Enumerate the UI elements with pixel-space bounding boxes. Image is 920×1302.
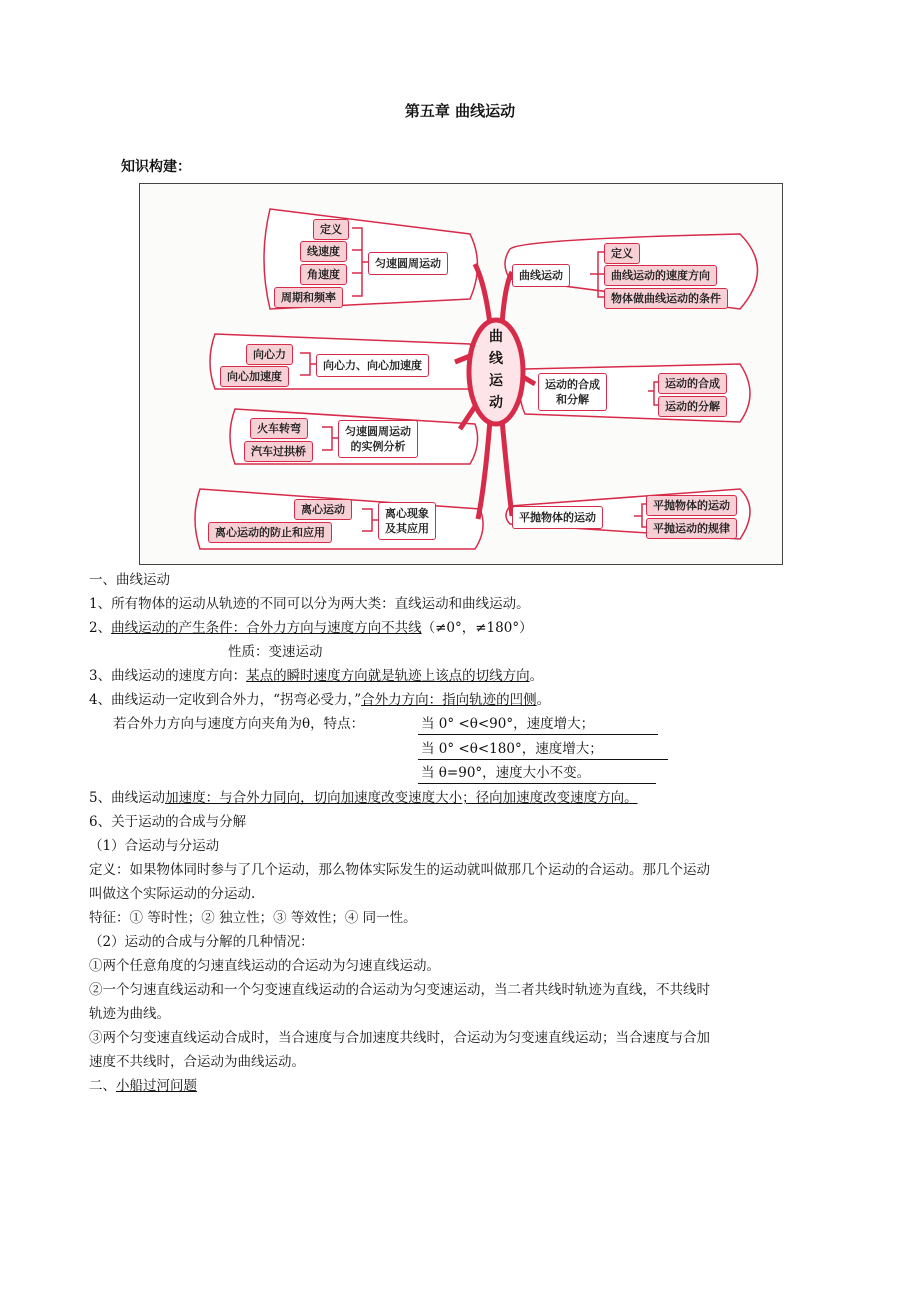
leaf-velocity-direction: 曲线运动的速度方向 — [604, 265, 717, 286]
para-6-def-2: 叫做这个实际运动的分运动. — [89, 886, 256, 902]
leaf-curv-condition: 物体做曲线运动的条件 — [604, 288, 728, 309]
leaf-centripetal-acc: 向心加速度 — [220, 366, 289, 387]
branch-composition-line1: 运动的合成 — [545, 378, 600, 391]
branch-composition — [538, 373, 607, 411]
branch-uniform-circular: 匀速圆周运动 — [368, 252, 448, 275]
para-2 — [89, 618, 533, 638]
rule-case-1 — [418, 734, 658, 735]
center-char-4: 动 — [489, 395, 503, 411]
leaf-centripetal-force: 向心力 — [246, 344, 293, 365]
para-6-2: （2）运动的合成与分解的几种情况： — [89, 934, 314, 950]
branch-projectile: 平抛物体的运动 — [512, 506, 603, 529]
para-2-num: 2、 — [89, 620, 112, 636]
section-1-heading: 一、曲线运动 — [89, 572, 170, 588]
para-3-tangent: 某点的瞬时速度方向就是轨迹上该点的切线方向 — [246, 668, 530, 684]
branch-centrifugal — [378, 502, 436, 540]
case-2-line-2: 轨迹为曲线。 — [89, 1006, 170, 1022]
para-6-1: （1）合运动与分运动 — [89, 838, 220, 854]
leaf-composition: 运动的合成 — [658, 373, 727, 394]
leaf-decomposition: 运动的分解 — [658, 396, 727, 417]
para-4-direction: 合外力方向：指向轨迹的凹侧 — [361, 692, 537, 708]
para-3 — [89, 666, 543, 686]
section-subtitle: 知识构建： — [121, 159, 191, 175]
center-char-2: 线 — [489, 351, 503, 367]
leaf-train-turn: 火车转弯 — [250, 418, 308, 439]
para-3-lead: 3、曲线运动的速度方向： — [89, 668, 247, 684]
branch-examples — [338, 420, 418, 458]
para-5 — [89, 788, 638, 808]
rule-case-3 — [418, 783, 656, 784]
center-char-1: 曲 — [489, 329, 503, 345]
section-2-title: 小船过河问题 — [116, 1078, 197, 1094]
leaf-projectile-laws: 平抛运动的规律 — [646, 518, 737, 539]
para-4-case-3: 当 θ=90°，速度大小不变。 — [421, 765, 591, 781]
para-4-angle-lead: 若合外力方向与速度方向夹角为θ，特点： — [113, 716, 365, 732]
branch-curvilinear: 曲线运动 — [512, 264, 570, 287]
para-5-acceleration: 加速度：与合外力同向，切向加速度改变速度大小；径向加速度改变速度方向。 — [165, 790, 638, 806]
para-2-condition: 曲线运动的产生条件：合外力方向与速度方向不共线 — [111, 620, 422, 636]
mind-map — [139, 183, 783, 565]
para-4-end: 。 — [536, 692, 551, 708]
case-3-line-2: 速度不共线时，合运动为曲线运动。 — [89, 1054, 305, 1070]
para-6-def-1: 定义：如果物体同时参与了几个运动，那么物体实际发生的运动就叫做那几个运动的合运动。那几个运动 — [89, 862, 710, 878]
para-2-angles: （≠0°，≠180°） — [421, 620, 533, 636]
leaf-curv-definition: 定义 — [604, 243, 640, 264]
para-4-case-2: 当 0° <θ<180°，速度增大； — [421, 741, 603, 757]
para-5-lead: 5、曲线运动 — [89, 790, 166, 806]
leaf-angular-velocity: 角速度 — [300, 264, 347, 285]
para-1: 1、所有物体的运动从轨迹的不同可以分为两大类：直线运动和曲线运动。 — [89, 596, 530, 612]
case-1: ①两个任意角度的匀速直线运动的合运动为匀速直线运动。 — [89, 958, 440, 974]
leaf-period-frequency: 周期和频率 — [274, 287, 343, 308]
branch-examples-line1: 匀速圆周运动 — [345, 425, 411, 438]
case-3-line-1: ③两个匀变速直线运动合成时，当合速度与合加速度共线时，合运动为匀变速直线运动；当合速度与合加 — [89, 1030, 710, 1046]
branch-centrifugal-line2: 及其应用 — [385, 522, 429, 535]
para-4-lead: 4、曲线运动一定收到合外力，“拐弯必受力，” — [89, 692, 362, 708]
leaf-projectile-motion: 平抛物体的运动 — [646, 495, 737, 516]
leaf-centrifugal-application: 离心运动的防止和应用 — [208, 522, 332, 543]
rule-case-2 — [418, 759, 668, 760]
section-2-heading — [89, 1076, 197, 1096]
para-4 — [89, 690, 550, 710]
leaf-linear-velocity: 线速度 — [300, 241, 347, 262]
para-4-case-1: 当 0° <θ<90°，速度增大； — [421, 716, 595, 732]
para-2-nature: 性质：变速运动 — [228, 644, 323, 660]
leaf-definition: 定义 — [313, 219, 349, 240]
leaf-centrifugal-motion: 离心运动 — [294, 499, 352, 520]
center-topic — [469, 320, 523, 420]
branch-composition-line2: 和分解 — [556, 393, 589, 406]
branch-examples-line2: 的实例分析 — [350, 440, 406, 453]
chapter-title: 第五章 曲线运动 — [404, 102, 516, 120]
para-6: 6、关于运动的合成与分解 — [89, 814, 247, 830]
para-3-end: 。 — [529, 668, 544, 684]
leaf-car-bridge: 汽车过拱桥 — [244, 441, 313, 462]
branch-centrifugal-line1: 离心现象 — [385, 507, 429, 520]
center-char-3: 运 — [489, 373, 503, 389]
case-2-line-1: ②一个匀速直线运动和一个匀变速直线运动的合运动为匀变速运动，当二者共线时轨迹为直线，不共线时 — [89, 982, 710, 998]
section-2-num: 二、 — [89, 1078, 116, 1094]
para-6-features: 特征：① 等时性；② 独立性；③ 等效性；④ 同一性。 — [89, 910, 417, 926]
branch-centripetal: 向心力、向心加速度 — [316, 354, 429, 377]
